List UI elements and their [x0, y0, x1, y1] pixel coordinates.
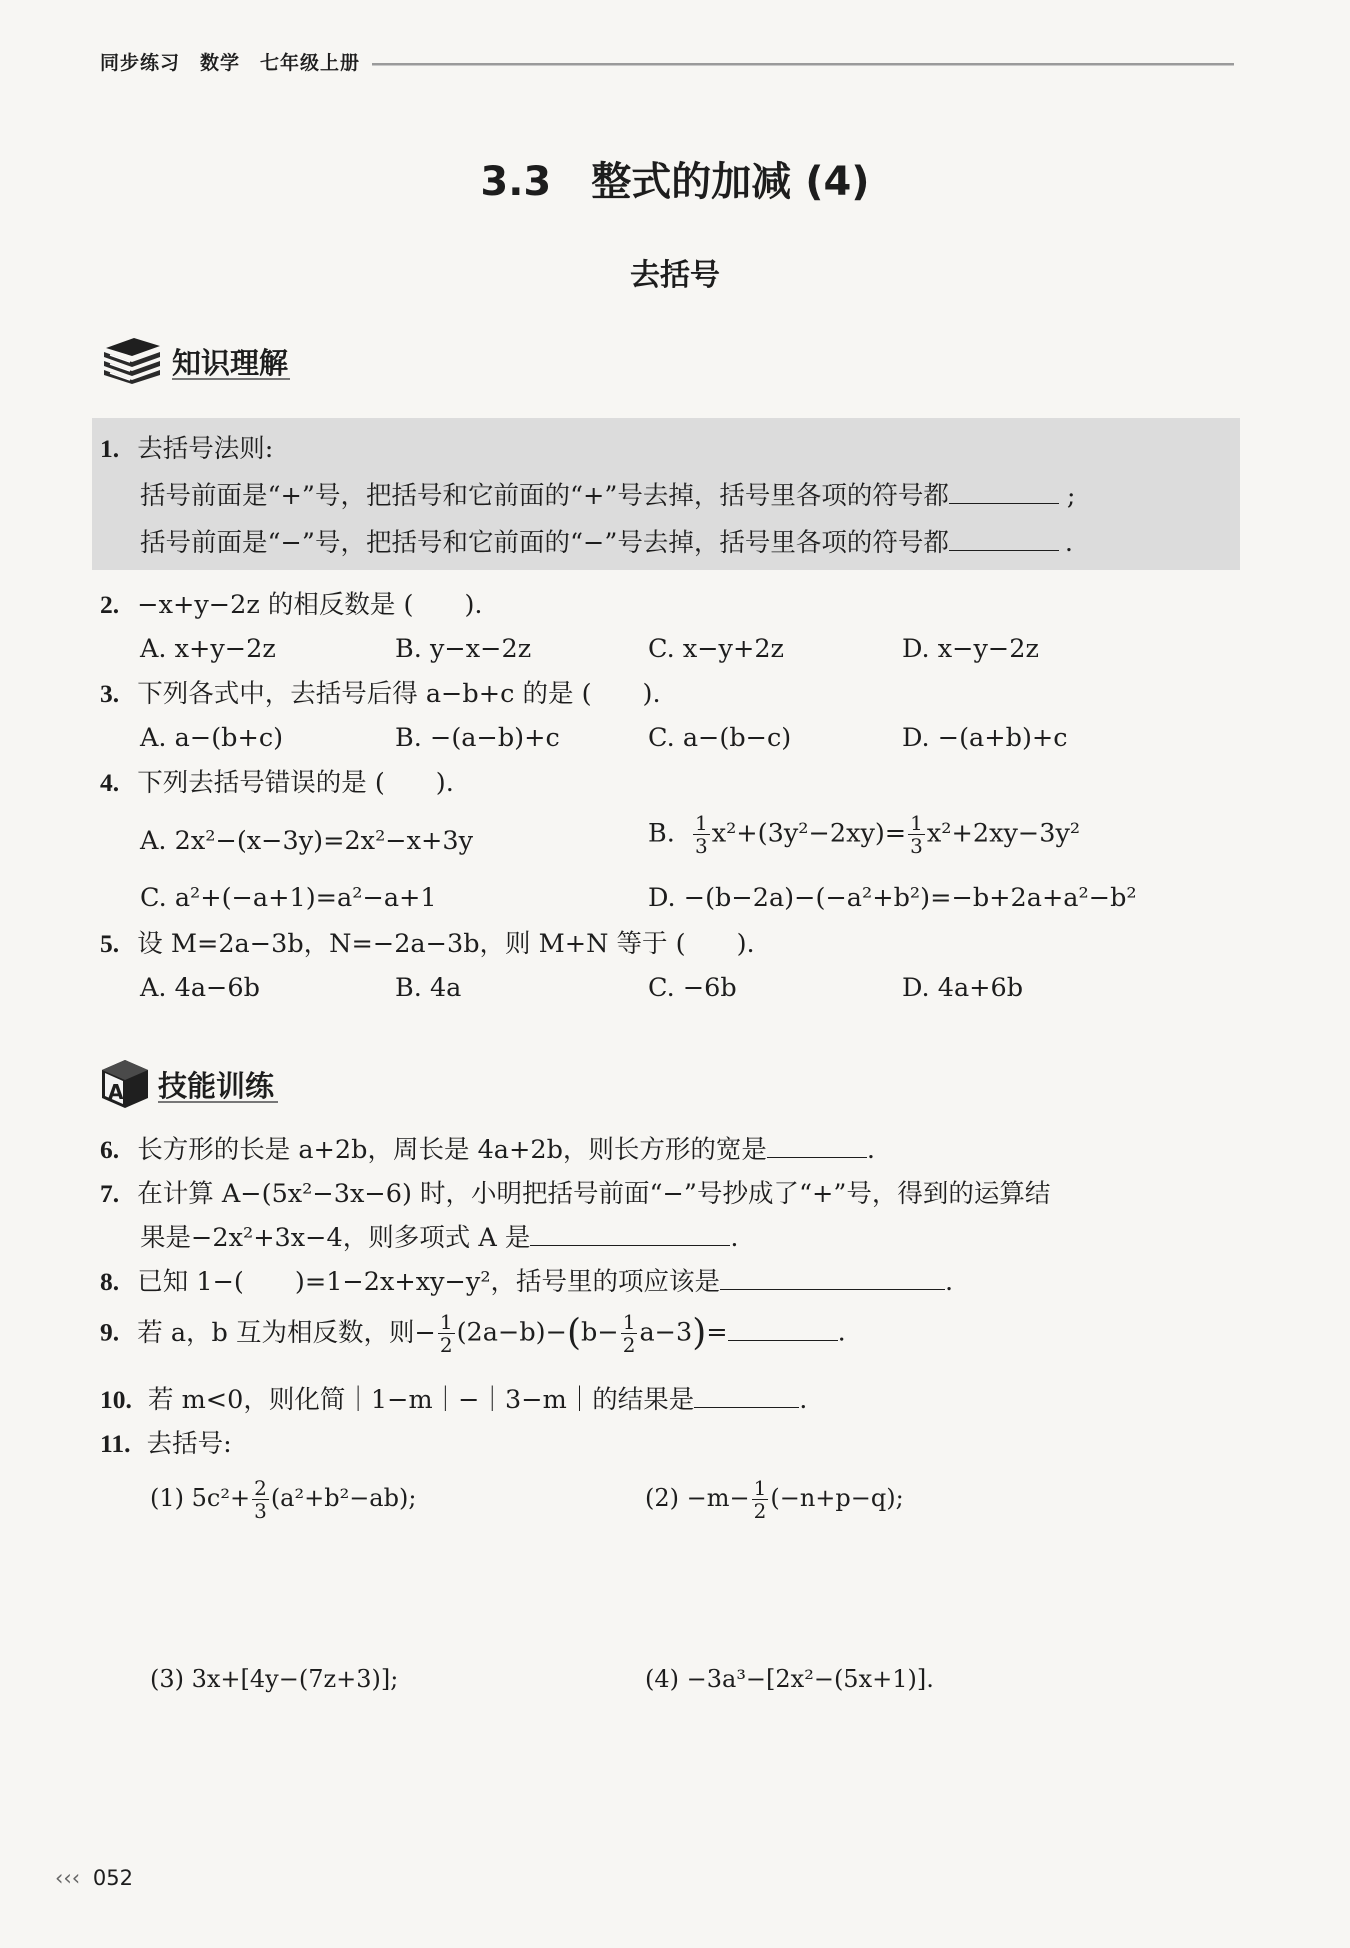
q4-stem-line — [100, 770, 454, 797]
q5-stem-line — [100, 931, 755, 958]
q8-stem: 已知 1−( )=1−2x+xy−y²，括号里的项应该是 — [137, 1267, 721, 1297]
triple-chevron-left-icon: ‹‹‹ — [55, 1866, 81, 1890]
section-skills-label: 技能训练 — [158, 1069, 275, 1103]
section-underline — [172, 378, 290, 380]
q10-stem: 若 m<0，则化简｜1−m｜−｜3−m｜的结果是 — [147, 1385, 695, 1415]
q2-option-b[interactable]: B. y−x−2z — [395, 634, 532, 664]
question-number: 4. — [100, 768, 120, 797]
page-footer — [55, 1866, 133, 1890]
q11-p2-pre: (2) −m− — [645, 1484, 750, 1512]
q1-rule-plus-line — [140, 483, 1075, 510]
q11-part-4: (4) −3a³−[2x²−(5x+1)]. — [645, 1665, 934, 1693]
q6-line — [100, 1137, 875, 1164]
q4-option-b[interactable] — [648, 813, 1080, 856]
question-number: 5. — [100, 929, 120, 958]
q3-option-c[interactable]: C. a−(b−c) — [648, 723, 792, 753]
q4-option-d[interactable]: D. −(b−2a)−(−a²+b²)=−b+2a+a²−b² — [648, 883, 1137, 913]
q3-stem: 下列各式中，去括号后得 a−b+c 的是 ( ). — [137, 679, 661, 709]
header-rule — [372, 63, 1234, 66]
q9-equals: = — [706, 1317, 728, 1348]
q11-p1-post: (a²+b²−ab); — [270, 1484, 417, 1512]
q1-rule-minus-line — [140, 530, 1073, 557]
q6-end: . — [866, 1135, 876, 1165]
numerator: 1 — [439, 1310, 453, 1334]
q5-option-b[interactable]: B. 4a — [395, 973, 462, 1003]
fraction — [752, 1478, 769, 1521]
right-paren: ) — [692, 1312, 707, 1354]
q10-line — [100, 1387, 807, 1414]
denominator: 3 — [910, 834, 923, 858]
numerator: 1 — [753, 1476, 767, 1500]
numerator: 1 — [910, 811, 923, 835]
fraction — [908, 813, 925, 856]
fraction — [252, 1478, 269, 1521]
numerator: 1 — [694, 811, 708, 835]
q11-part-2 — [645, 1478, 904, 1521]
q7-end: . — [730, 1223, 739, 1253]
q5-option-d[interactable]: D. 4a+6b — [902, 973, 1024, 1003]
q1-rule-plus: 括号前面是“+”号，把括号和它前面的“+”号去掉，括号里各项的符号都 — [140, 481, 949, 511]
q4-option-c[interactable]: C. a²+(−a+1)=a²−a+1 — [140, 883, 437, 913]
section-knowledge-label: 知识理解 — [172, 346, 289, 380]
answer-blank[interactable] — [949, 530, 1059, 551]
q5-option-c[interactable]: C. −6b — [648, 973, 737, 1003]
q11-p2-post: (−n+p−q); — [770, 1484, 904, 1512]
q2-stem-line — [100, 592, 483, 619]
stacked-books-icon — [100, 334, 164, 384]
svg-text:A: A — [108, 1080, 124, 1104]
q7-stem: 在计算 A−(5x²−3x−6) 时，小明把括号前面“−”号抄成了“+”号，得到的运算结 — [137, 1179, 1051, 1209]
question-number: 11. — [100, 1429, 131, 1458]
q9-inner-1: b− — [581, 1317, 619, 1348]
q8-end: . — [945, 1267, 954, 1297]
q10-end: . — [799, 1385, 808, 1415]
q1-stem: 去括号法则: — [137, 434, 274, 464]
question-number: 8. — [100, 1267, 120, 1296]
answer-blank[interactable] — [694, 1387, 799, 1408]
option-b-tail: x²+2xy−3y² — [926, 818, 1081, 849]
question-number: 10. — [100, 1385, 132, 1414]
q4-stem: 下列去括号错误的是 ( ). — [137, 768, 454, 798]
page-number: 052 — [92, 1866, 133, 1890]
question-number: 2. — [100, 590, 120, 619]
option-letter: B. — [648, 818, 675, 849]
q5-stem: 设 M=2a−3b，N=−2a−3b，则 M+N 等于 ( ). — [137, 929, 755, 959]
q9-end: . — [837, 1317, 846, 1348]
fraction — [621, 1312, 638, 1355]
fraction — [693, 813, 710, 856]
q4-option-a[interactable]: A. 2x²−(x−3y)=2x²−x+3y — [140, 826, 474, 856]
q5-option-a[interactable]: A. 4a−6b — [140, 973, 260, 1003]
numerator: 2 — [254, 1476, 267, 1500]
q6-stem: 长方形的长是 a+2b，周长是 4a+2b，则长方形的宽是 — [137, 1135, 767, 1165]
answer-blank[interactable] — [949, 483, 1059, 504]
q1-end-plus: ; — [1066, 481, 1076, 511]
question-number: 7. — [100, 1179, 120, 1208]
q11-p1-pre: (1) 5c²+ — [150, 1484, 251, 1512]
denominator: 2 — [439, 1333, 453, 1357]
q11-part-1 — [150, 1478, 416, 1521]
q7-line-1 — [100, 1181, 1050, 1208]
denominator: 2 — [622, 1333, 636, 1357]
q2-option-d[interactable]: D. x−y−2z — [902, 634, 1039, 664]
section-skills-heading — [100, 1058, 150, 1112]
q3-option-d[interactable]: D. −(a+b)+c — [902, 723, 1068, 753]
q3-option-b[interactable]: B. −(a−b)+c — [395, 723, 560, 753]
section-underline — [158, 1101, 278, 1103]
denominator: 2 — [753, 1499, 767, 1523]
denominator: 3 — [254, 1499, 267, 1523]
page-subtitle: 去括号 — [630, 258, 720, 293]
answer-blank[interactable] — [728, 1320, 838, 1341]
q3-option-a[interactable]: A. a−(b+c) — [140, 723, 284, 753]
q9-inner-2: a−3 — [639, 1317, 693, 1348]
q7-stem-2: 果是−2x²+3x−4，则多项式 A 是 — [140, 1223, 531, 1253]
question-number: 3. — [100, 679, 120, 708]
q11-part-3: (3) 3x+[4y−(7z+3)]; — [150, 1665, 399, 1693]
q2-stem: −x+y−2z 的相反数是 ( ). — [137, 590, 483, 620]
q9-pre: 若 a，b 互为相反数，则− — [137, 1317, 436, 1348]
q3-stem-line — [100, 681, 661, 708]
q8-line — [100, 1269, 953, 1296]
option-b-mid: x²+(3y²−2xy)= — [711, 818, 907, 849]
q1-rule-minus: 括号前面是“−”号，把括号和它前面的“−”号去掉，括号里各项的符号都 — [140, 528, 949, 558]
q1-stem-line — [100, 436, 273, 463]
q11-stem: 去括号: — [146, 1429, 232, 1459]
q11-line — [100, 1431, 232, 1458]
answer-blank[interactable] — [720, 1269, 945, 1290]
question-number: 9. — [100, 1317, 120, 1347]
letter-a-cube-icon — [100, 1058, 150, 1108]
question-number: 1. — [100, 434, 120, 463]
page-title: 3.3 整式的加减 (4) — [480, 159, 870, 205]
running-header: 同步练习 数学 七年级上册 — [100, 52, 361, 74]
answer-blank[interactable] — [530, 1225, 730, 1246]
q9-line — [100, 1312, 846, 1355]
q1-end-minus: . — [1064, 528, 1073, 558]
numerator: 1 — [622, 1310, 636, 1334]
left-paren: ( — [566, 1312, 582, 1354]
fraction — [438, 1312, 455, 1355]
q2-option-c[interactable]: C. x−y+2z — [648, 634, 784, 664]
q2-option-a[interactable]: A. x+y−2z — [140, 634, 276, 664]
q9-mid: (2a−b)− — [456, 1317, 567, 1348]
q7-line-2 — [140, 1225, 739, 1252]
denominator: 3 — [694, 834, 708, 858]
answer-blank[interactable] — [767, 1137, 867, 1158]
question-number: 6. — [100, 1135, 120, 1164]
section-knowledge-heading — [100, 334, 164, 388]
